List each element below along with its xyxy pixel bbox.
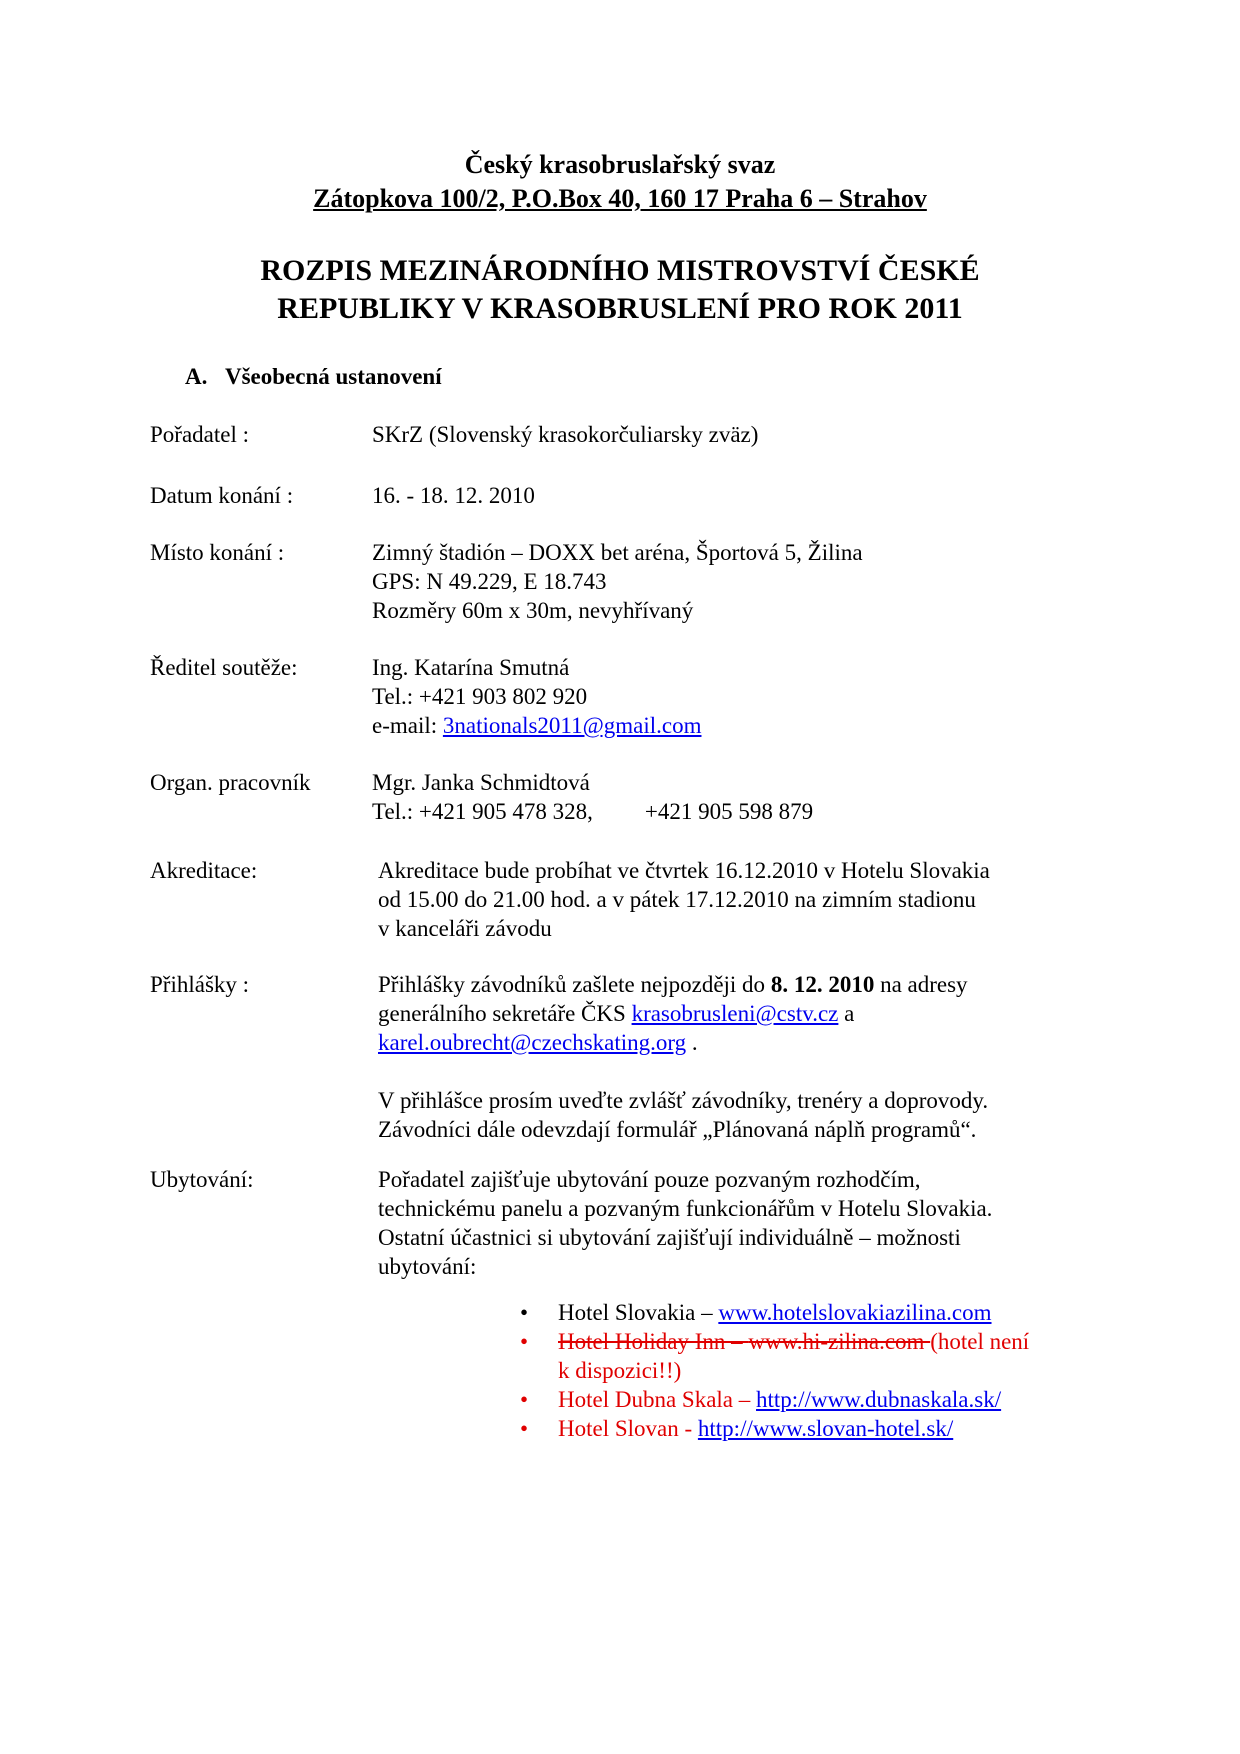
- registration-line-3: [378, 1028, 1078, 1057]
- bullet-icon: •: [520, 1300, 529, 1325]
- director-email-link[interactable]: 3nationals2011@gmail.com: [442, 713, 702, 738]
- hotel-list: [520, 1298, 1080, 1443]
- accommodation-line-2: technickému panelu a pozvaným funkcionářům v Hotelu Slovakia.: [378, 1196, 993, 1221]
- hotel-link[interactable]: http://www.dubnaskala.sk/: [756, 1387, 1002, 1412]
- staff-phone-2: +421 905 598 879: [644, 799, 814, 824]
- hotel-note-2: k dispozici!!): [558, 1358, 682, 1383]
- hotel-name: Hotel Slovan -: [558, 1416, 698, 1441]
- accommodation-line-3: Ostatní účastnici si ubytování zajišťují individuálně – možnosti: [378, 1225, 961, 1250]
- director-value: [372, 653, 1072, 740]
- title-line-1: ROZPIS MEZINÁRODNÍHO MISTROVSTVÍ ČESKÉ: [260, 254, 980, 287]
- registration-label: Přihlášky :: [150, 972, 250, 997]
- venue-value: [372, 538, 1072, 625]
- director-email-line: [372, 711, 1072, 740]
- registration-line-1: [378, 970, 1078, 999]
- registration-value: [378, 970, 1078, 1144]
- hotel-link[interactable]: www.hotelslovakiazilina.com: [718, 1300, 992, 1325]
- hotel-link[interactable]: http://www.slovan-hotel.sk/: [697, 1416, 954, 1441]
- bullet-icon: •: [520, 1387, 529, 1412]
- venue-label: Místo konání :: [150, 540, 285, 565]
- organization-name: Český krasobruslařský svaz: [464, 150, 776, 179]
- staff-name: Mgr. Janka Schmidtová: [372, 770, 590, 795]
- director-label: Ředitel soutěže:: [150, 655, 298, 680]
- section-a-heading: [185, 364, 442, 390]
- registration-text-2: na adresy: [874, 972, 968, 997]
- section-letter: A.: [185, 364, 208, 389]
- registration-text-3: generálního sekretáře ČKS: [378, 1001, 632, 1026]
- registration-note-1: V přihlášce prosím uveďte zvlášť závodníky, trenéry a doprovody.: [378, 1088, 989, 1113]
- email-prefix: e-mail:: [372, 713, 443, 738]
- staff-label: Organ. pracovník: [150, 770, 311, 795]
- hotel-name: Hotel Holiday Inn –: [558, 1329, 749, 1354]
- list-item: [520, 1414, 1080, 1443]
- bullet-icon: •: [520, 1329, 529, 1354]
- registration-text-4: a: [838, 1001, 855, 1026]
- staff-phones: [372, 797, 1072, 826]
- accommodation-label: Ubytování:: [150, 1167, 254, 1192]
- secretary-email-link[interactable]: krasobrusleni@cstv.cz: [631, 1001, 839, 1026]
- section-title: Všeobecná ustanovení: [225, 364, 442, 389]
- registration-text-5: .: [686, 1030, 698, 1055]
- accreditation-line-1: Akreditace bude probíhat ve čtvrtek 16.12.2010 v Hotelu Slovakia: [378, 858, 990, 883]
- registration-note-2: Závodníci dále odevzdají formulář „Plánovaná náplň programů“.: [378, 1117, 977, 1142]
- hotel-note: (hotel není: [930, 1329, 1030, 1354]
- registration-text: Přihlášky závodníků zašlete nejpozději do: [378, 972, 771, 997]
- bullet-icon: •: [520, 1416, 529, 1441]
- accreditation-line-3: v kanceláři závodu: [378, 916, 552, 941]
- organizer-value: SKrZ (Slovenský krasokorčuliarsky zväz): [372, 422, 759, 447]
- venue-dimensions: Rozměry 60m x 30m, nevyhřívaný: [372, 598, 694, 623]
- accommodation-value: [378, 1165, 1078, 1281]
- list-item: [520, 1327, 1080, 1385]
- accommodation-line-1: Pořadatel zajišťuje ubytování pouze pozvaným rozhodčím,: [378, 1167, 921, 1192]
- registration-deadline: 8. 12. 2010: [770, 972, 875, 997]
- venue-line-1: Zimný štadión – DOXX bet aréna, Športová 5, Žilina: [372, 540, 863, 565]
- staff-phone-1: Tel.: +421 905 478 328,: [372, 799, 593, 824]
- document-title: [0, 252, 1240, 328]
- date-label: Datum konání :: [150, 483, 294, 508]
- list-item: [520, 1385, 1080, 1414]
- organization-address: Zátopkova 100/2, P.O.Box 40, 160 17 Praha 6 – Strahov: [313, 184, 927, 213]
- list-item: [520, 1298, 1080, 1327]
- director-name: Ing. Katarína Smutná: [372, 655, 570, 680]
- title-line-2: REPUBLIKY V KRASOBRUSLENÍ PRO ROK 2011: [277, 292, 963, 325]
- accommodation-line-4: ubytování:: [378, 1254, 477, 1279]
- accreditation-value: [378, 856, 1078, 943]
- accreditation-label: Akreditace:: [150, 858, 258, 883]
- oubrecht-email-link[interactable]: karel.oubrecht@czechskating.org: [378, 1030, 687, 1055]
- organizer-label: Pořadatel :: [150, 422, 249, 447]
- accreditation-line-2: od 15.00 do 21.00 hod. a v pátek 17.12.2010 na zimním stadionu: [378, 887, 976, 912]
- hotel-link: www.hi-zilina.com: [748, 1329, 931, 1354]
- registration-line-2: [378, 999, 1078, 1028]
- venue-gps: GPS: N 49.229, E 18.743: [372, 569, 607, 594]
- director-phone: Tel.: +421 903 802 920: [372, 684, 588, 709]
- hotel-name: Hotel Slovakia –: [558, 1300, 719, 1325]
- hotel-name: Hotel Dubna Skala –: [558, 1387, 757, 1412]
- staff-value: [372, 768, 1072, 826]
- date-value: 16. - 18. 12. 2010: [372, 483, 535, 508]
